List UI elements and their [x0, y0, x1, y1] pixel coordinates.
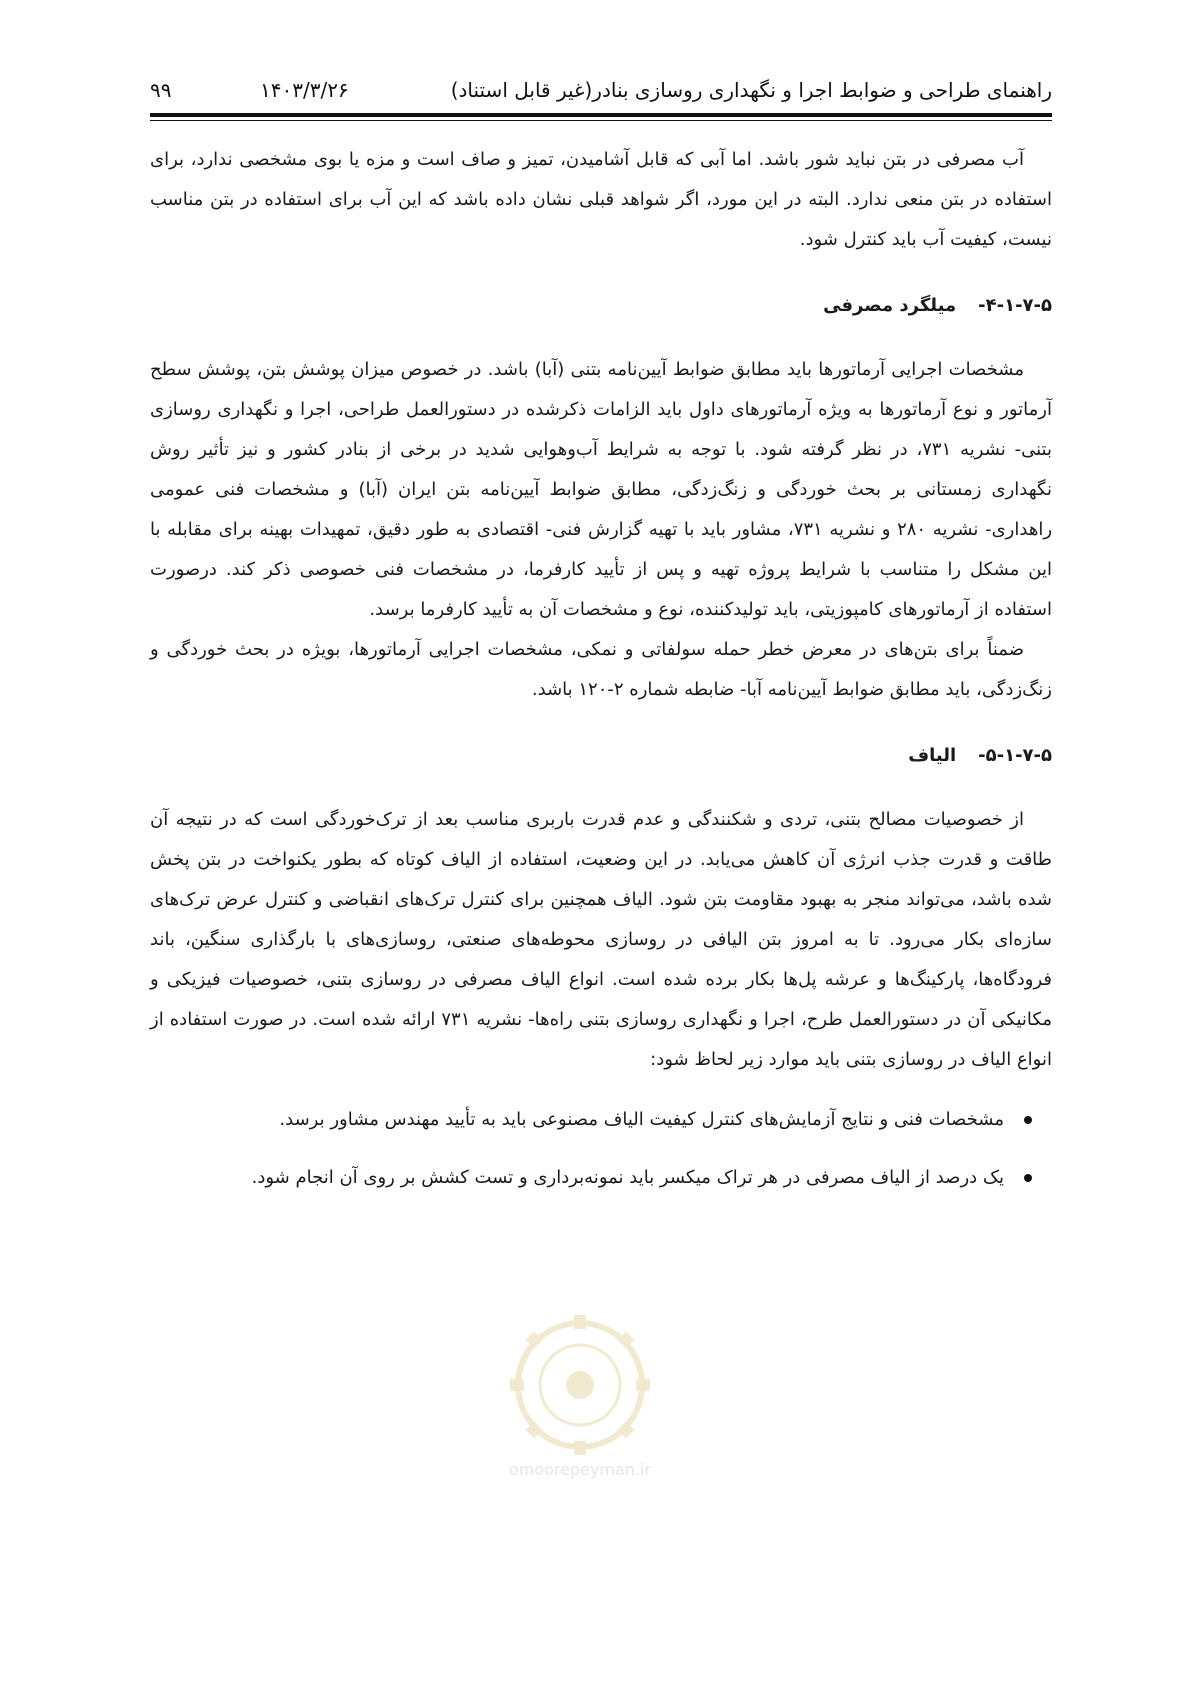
watermark: [480, 1300, 680, 1480]
list-item: [150, 1100, 1032, 1140]
section-heading-rebar: [150, 286, 1052, 326]
rebar-paragraph-2: ضمناً برای بتن‌های در معرض خطر حمله سولفاتی و نمکی، مشخصات اجرایی آرماتورها، بویژه در بحث خوردگی و زنگ‌زدگی، باید مطابق ضوابط آیین‌نامه آبا- ضابطه شماره ۲-۱۲۰ باشد.: [150, 639, 1052, 700]
section-heading-fiber: [150, 736, 1052, 776]
rebar-paragraph-1: مشخصات اجرایی آرماتورها باید مطابق ضوابط آیین‌نامه بتنی (آبا) باشد. در خصوص میزان پوشش بتن، پوشش سطح آرماتور و نوع آرماتورها به ویژه آرماتورهای داول باید الزامات ذکرشده در دستورالعمل طراحی، اجرا و نگهداری روسازی بتنی- نشریه ۷۳۱، در نظر گرفته شود. با توجه به شرایط آب‌وهوایی شدید در برخی از بنادر کشور و نیز تأثیر روش نگهداری زمستانی بر بحث خوردگی و زنگ‌زدگی، مطابق ضوابط آیین‌نامه بتن ایران (آبا) و مشخصات فنی عمومی راهداری- نشریه ۲۸۰ و نشریه ۷۳۱، مشاور باید با تهیه گزارش فنی- اقتصادی به طور دقیق، تمهیدات بهینه برای مقابله با این مشکل را متناسب با شرایط پروژه تهیه و پس از تأیید کارفرما، در مشخصات فنی خصوصی ذکر کند. درصورت استفاده از آرماتورهای کامپوزیتی، باید تولیدکننده، نوع و مشخصات آن به تأیید کارفرما برسد.: [150, 359, 1053, 620]
list-item: [150, 1158, 1032, 1198]
document-body: [150, 140, 1052, 1216]
list-item-text: یک درصد از الیاف مصرفی در هر تراک میکسر باید نمونه‌برداری و تست کشش بر روی آن انجام شود.: [251, 1167, 1004, 1188]
watermark-text: omoorepeyman.ir: [508, 1460, 652, 1479]
page-header: [150, 74, 1052, 108]
header-rule-thin: [150, 120, 1052, 121]
fiber-paragraph: از خصوصیات مصالح بتنی، تردی و شکنندگی و عدم قدرت باربری مناسب بعد از ترک‌خوردگی است که در نتیجه آن طاقت و قدرت جذب انرژی آن کاهش می‌یابد. در این وضعیت، استفاده از الیاف کوتاه که بطور یکنواخت در بتن پخش شده باشد، می‌تواند منجر به بهبود مقاومت بتن شود. الیاف همچنین برای کنترل ترک‌های انقباضی و کنترل عرض ترک‌های سازه‌ای بکار می‌رود. تا به امروز بتن الیافی در روسازی محوطه‌های صنعتی، روسازی‌های با بارگذاری سنگین، باند فرودگاه‌ها، پارکینگ‌ها و عرشه پل‌ها بکار برده شده است. انواع الیاف مصرفی در روسازی بتنی، خصوصیات فیزیکی و مکانیکی آن در دستورالعمل طرح، اجرا و نگهداری روسازی بتنی راه‌ها- نشریه ۷۳۱ ارائه شده است. در صورت استفاده از انواع الیاف در روسازی بتنی باید موارد زیر لحاظ شود:: [150, 809, 1052, 1070]
section-title: الیاف: [908, 745, 957, 766]
intro-paragraph: آب مصرفی در بتن نباید شور باشد. اما آبی که قابل آشامیدن، تمیز و صاف است و مزه یا بوی مشخصی ندارد، برای استفاده در بتن منعی ندارد. البته در این مورد، اگر شواهد قبلی نشان داده باشد که این آب برای استفاده در بتن مناسب نیست، کیفیت آب باید کنترل شود.: [150, 149, 1052, 250]
list-item-text: مشخصات فنی و نتایج آزمایش‌های کنترل کیفیت الیاف مصنوعی باید به تأیید مهندس مشاور برسد.: [279, 1109, 1004, 1130]
bullet-icon: [1024, 1174, 1032, 1182]
section-title: میلگرد مصرفی: [823, 295, 957, 316]
gear-logo-icon: [480, 1300, 680, 1460]
header-date: ۱۴۰۳/۳/۲۶: [260, 78, 349, 102]
page-number: ۹۹: [150, 78, 172, 102]
header-title: راهنمای طراحی و ضوابط اجرا و نگهداری روسازی بنادر(غیر قابل استناد): [450, 78, 1052, 102]
section-number: ۵-۱-۷-۵-: [978, 745, 1052, 766]
bullet-list: [150, 1100, 1052, 1198]
section-number: ۴-۱-۷-۵-: [978, 295, 1052, 316]
bullet-icon: [1024, 1116, 1032, 1124]
header-rule-thick: [150, 113, 1052, 117]
